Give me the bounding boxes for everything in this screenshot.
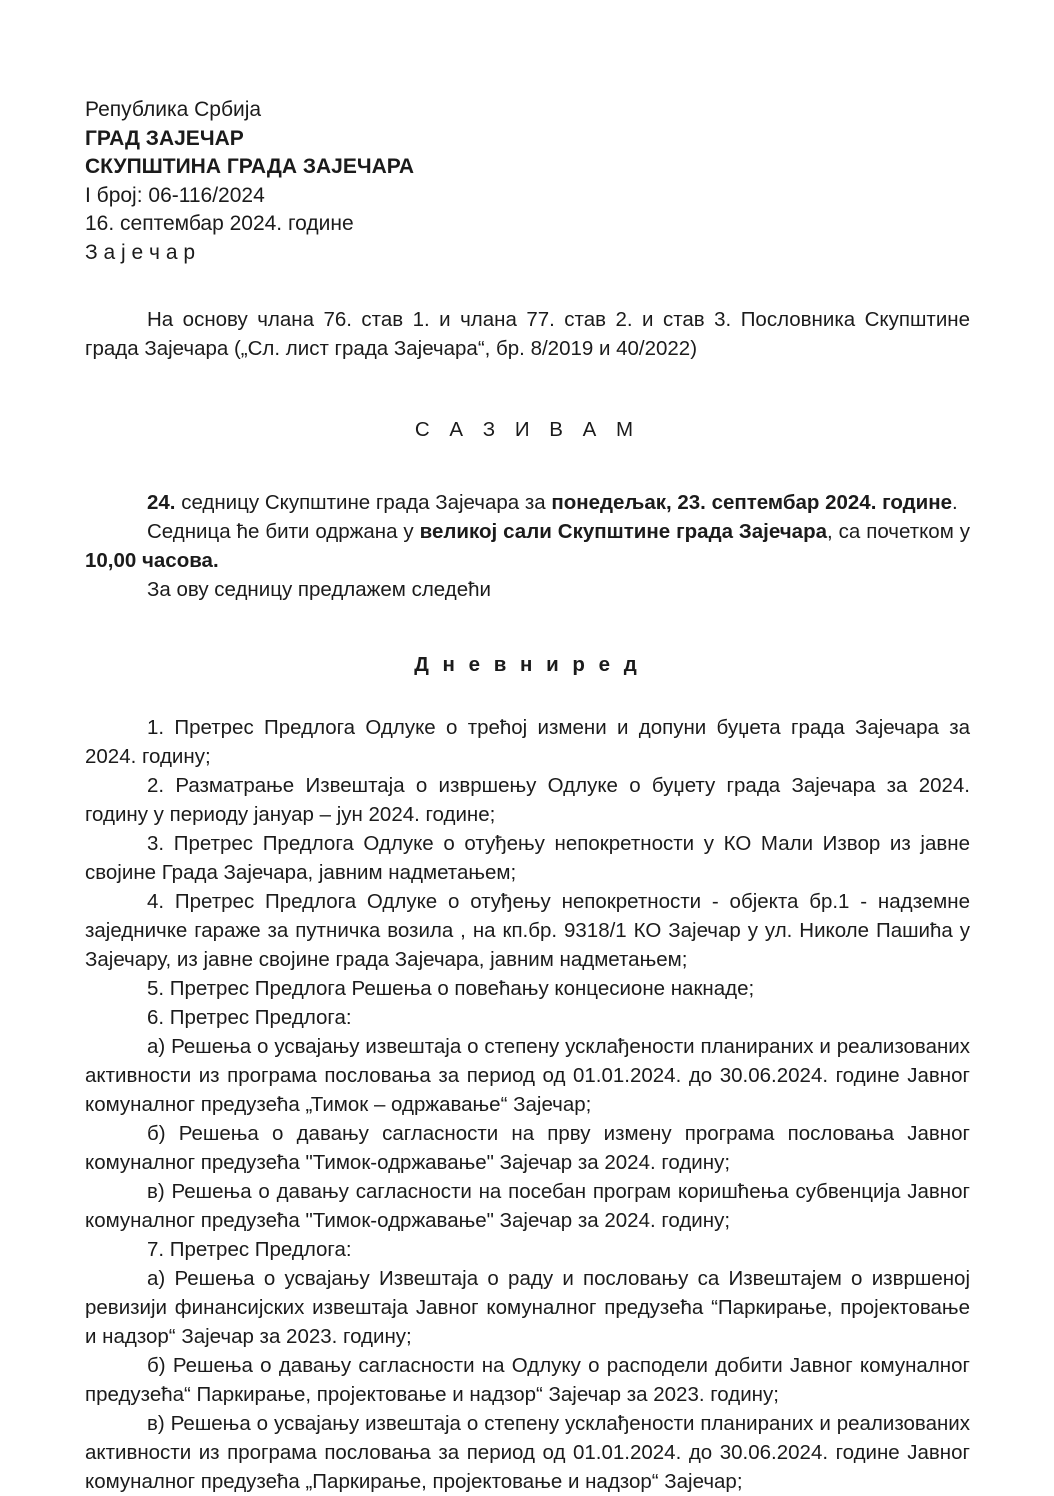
letterhead-date: 16. септембар 2024. године [85, 212, 354, 235]
letterhead-country: Република Србија [85, 98, 262, 121]
legal-basis-paragraph: На основу члана 76. став 1. и члана 77. став 2. и став 3. Пословника Скупштине града Зајечара („Сл. лист града Зајечара“, бр. 8/2019 и 40/2022) [85, 308, 970, 360]
session-date: понедељак, 23. септембар 2024. године [551, 491, 953, 514]
convocation-block [85, 488, 970, 604]
session-time: 10,00 часова. [85, 549, 219, 572]
agenda-item-6: 6. Претрес Предлога: [147, 1006, 352, 1029]
letterhead-place: З а ј е ч а р [85, 240, 196, 264]
agenda-item-4: 4. Претрес Предлога Одлуке о отуђењу непокретности - објекта бр.1 - надземне заједничке гараже за путничка возила , на кп.бр. 9318/1 КО Зајечар у ул. Николе Пашића у Зајечару, из јавне својине града Зајечара, јавним надметањем; [85, 890, 970, 971]
agenda-item-2: 2. Разматрање Извештаја о извршењу Одлуке о буџету града Зајечара за 2024. годину у периоду јануар – јун 2024. године; [85, 774, 970, 826]
session-text-2: . [952, 491, 958, 514]
agenda-item-5: 5. Претрес Предлога Решења о повећању концесионе накнаде; [147, 977, 755, 1000]
convocation-session-line [85, 488, 970, 517]
letterhead-city: ГРАД ЗАЈЕЧАР [85, 126, 244, 150]
agenda-item-7v: в) Решења о усвајању извештаја о степену усклађености планираних и реализованих активности из програма пословања за период од 01.01.2024. до 30.06.2024. године Јавног комуналног предузећа „Паркирање, пројектовање и надзор“ Зајечар; [85, 1412, 970, 1493]
letterhead-document-number: I број: 06-116/2024 [85, 183, 265, 207]
convocation-venue-line [85, 517, 970, 575]
session-number: 24. [147, 491, 176, 514]
letterhead [85, 96, 970, 267]
agenda-item-6b: б) Решења о давању сагласности на прву измену програма пословања Јавног комуналног предузећа "Тимок-одржавање" Зајечар за 2024. годину; [85, 1122, 970, 1174]
agenda-list [85, 713, 970, 1496]
agenda-heading: Д н е в н и р е д [414, 653, 641, 676]
venue-text-pre: Седница ће бити одржана у [147, 520, 420, 543]
agenda-item-6v: в) Решења о давању сагласности на посебан програм коришћења субвенција Јавног комуналног предузећа "Тимок-одржавање" Зајечар за 2024. годину; [85, 1180, 970, 1232]
agenda-item-3: 3. Претрес Предлога Одлуке о отуђењу непокретности у КО Мали Извор из јавне својине Града Зајечара, јавним надметањем; [85, 832, 970, 884]
venue-name: великој сали Скупштине града Зајечара [419, 520, 827, 543]
venue-text-mid: , са почетком у [827, 520, 970, 543]
letterhead-assembly: СКУПШТИНА ГРАДА ЗАЈЕЧАРА [85, 155, 415, 178]
convoke-heading: С А З И В А М [414, 418, 641, 441]
agenda-item-7b: б) Решења о давању сагласности на Одлуку о расподели добити Јавног комуналног предузећа“ Паркирање, пројектовање и надзор“ Зајечар за 2023. годину; [85, 1354, 970, 1406]
agenda-item-1: 1. Претрес Предлога Одлуке о трећој измени и допуни буџета града Зајечара за 2024. годину; [85, 716, 970, 768]
session-text-1: седницу Скупштине града Зајечара за [175, 491, 552, 514]
convocation-closing-line: За ову седницу предлажем следећи [147, 578, 491, 601]
agenda-item-7a: а) Решења о усвајању Извештаја о раду и пословању са Извештајем о извршеној ревизији финансијских извештаја Јавног комуналног предузећа “Паркирање, пројектовање и надзор“ Зајечар за 2023. годину; [85, 1267, 970, 1348]
agenda-item-7: 7. Претрес Предлога: [147, 1238, 352, 1261]
agenda-item-6a: а) Решења о усвајању извештаја о степену усклађености планираних и реализованих активности из програма пословања за период од 01.01.2024. до 30.06.2024. године Јавног комуналног предузећа „Тимок – одржавање“ Зајечар; [85, 1035, 970, 1116]
